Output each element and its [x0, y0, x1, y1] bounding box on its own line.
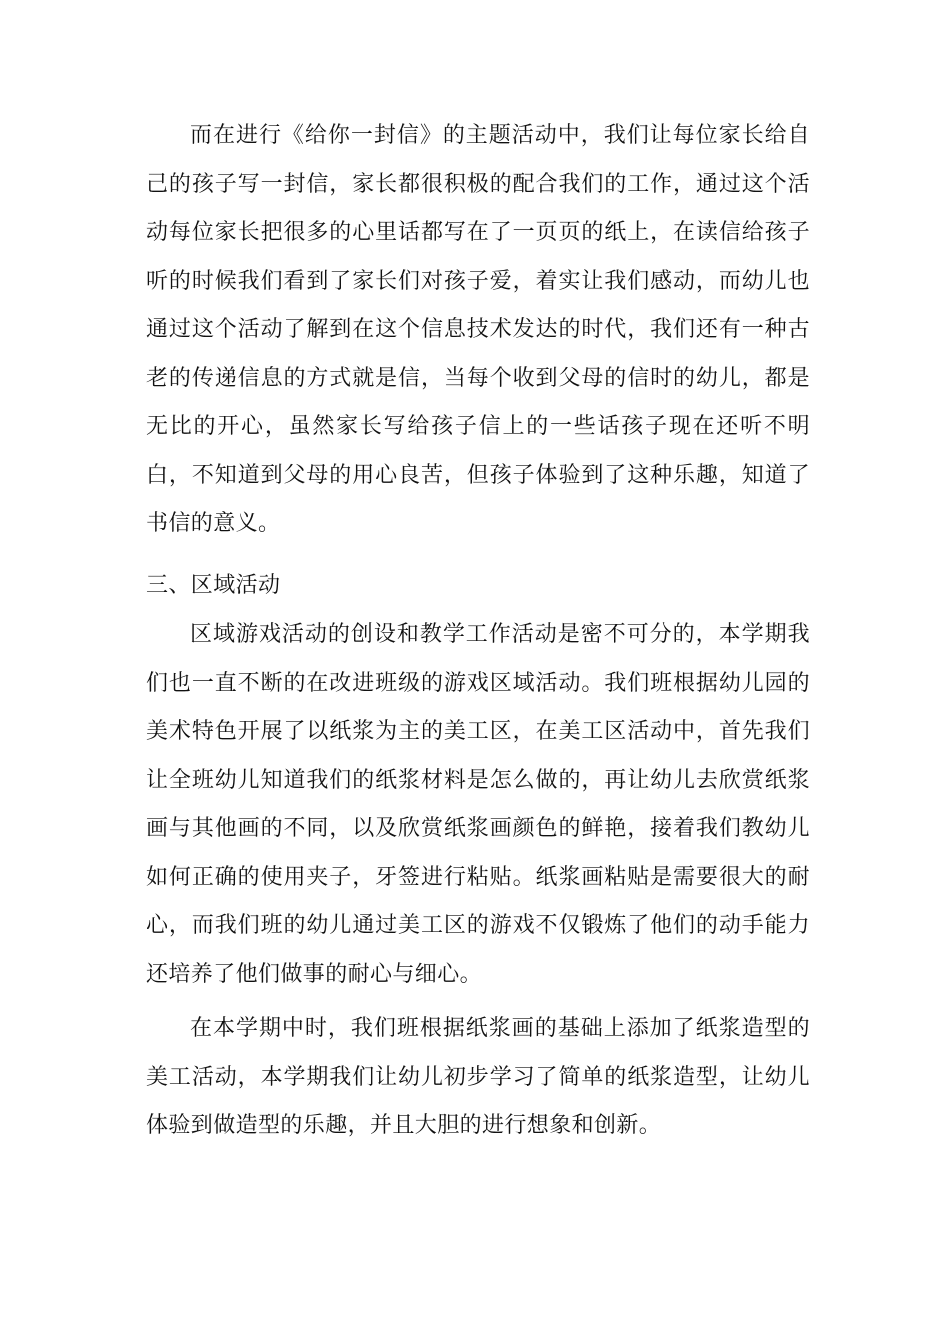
section-heading-area-activities: 三、区域活动 [146, 573, 281, 598]
paragraph-area-games: 区域游戏活动的创设和教学工作活动是密不可分的，本学期我们也一直不断的在改进班级的游戏区域活动。我们班根据幼儿园的美术特色开展了以纸浆为主的美工区，在美工区活动中，首先我们让全班幼儿知道我们的纸浆材料是怎么做的，再让幼儿去欣赏纸浆画与其他画的不同，以及欣赏纸浆画颜色的鲜艳，接着我们教幼儿如何正确的使用夹子，牙签进行粘贴。纸浆画粘贴是需要很大的耐心，而我们班的幼儿通过美工区的游戏不仅锻炼了他们的动手能力还培养了他们做事的耐心与细心。 [146, 622, 810, 987]
paragraph-paper-pulp-modeling: 在本学期中时，我们班根据纸浆画的基础上添加了纸浆造型的美工活动，本学期我们让幼儿初步学习了简单的纸浆造型，让幼儿体验到做造型的乐趣，并且大胆的进行想象和创新。 [146, 1016, 810, 1138]
paragraph-letter-activity: 而在进行《给你一封信》的主题活动中，我们让每位家长给自己的孩子写一封信，家长都很积极的配合我们的工作，通过这个活动每位家长把很多的心里话都写在了一页页的纸上，在读信给孩子听的时候我们看到了家长们对孩子爱，着实让我们感动，而幼儿也通过这个活动了解到在这个信息技术发达的时代，我们还有一种古老的传递信息的方式就是信，当每个收到父母的信时的幼儿，都是无比的开心，虽然家长写给孩子信上的一些话孩子现在还听不明白，不知道到父母的用心良苦，但孩子体验到了这种乐趣，知道了书信的意义。 [146, 123, 810, 536]
